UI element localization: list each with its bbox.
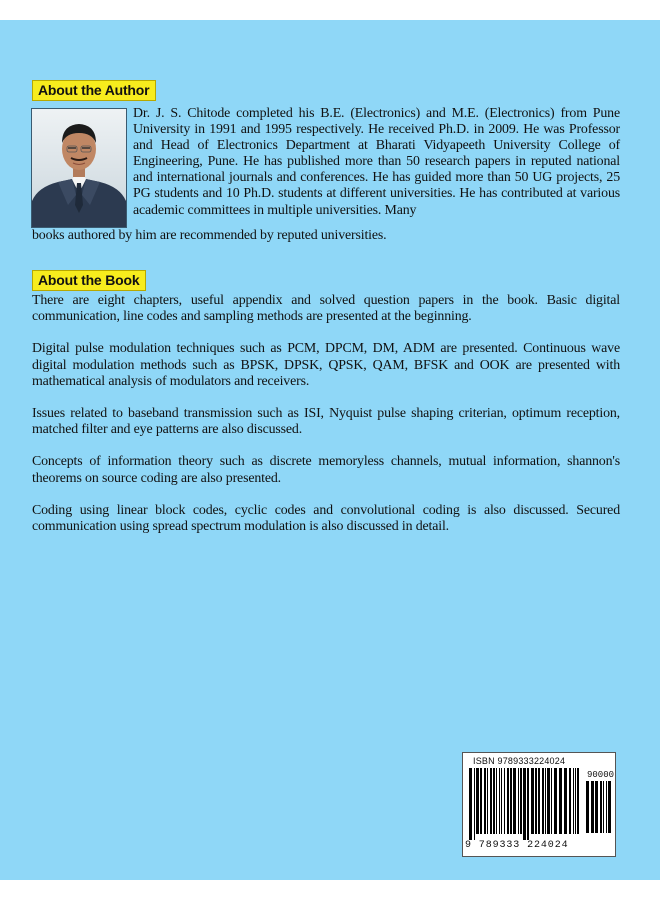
book-paragraph: Digital pulse modulation techniques such as PCM, DPCM, DM, ADM are presented. Continuous wave digital modulation methods such as BPSK, DPSK, QPSK, QAM, BFSK and OOK are presented with mathematical analysis of modulators and receivers. (32, 341, 620, 389)
author-bio-continued: books authored by him are recommended by reputed universities. (32, 228, 387, 243)
book-paragraph: There are eight chapters, useful appendix and solved question papers in the book. Basic digital communication, line codes and sampling methods are presented at the beginning. (32, 293, 620, 325)
author-bio: Dr. J. S. Chitode completed his B.E. (Electronics) and M.E. (Electronics) from Pune University in 1991 and 1995 respectively. He received Ph.D. in 2009. He was Professor and Head of Electronics Department at Bharati Vidyapeeth University College of Engineering, Pune. He has published more than 50 research papers in reputed national and international journals and conferences. He has guided more than 50 UG projects, 25 PG students and 10 Ph.D. students at different universities. He has contributed at various academic committees in multiple universities. Many (133, 106, 620, 218)
author-photo (31, 108, 127, 228)
about-book-heading: About the Book (32, 270, 146, 291)
isbn-barcode (462, 752, 616, 857)
book-description (32, 293, 620, 551)
back-cover (0, 20, 660, 880)
barcode-bars (467, 768, 583, 840)
book-paragraph: Coding using linear block codes, cyclic codes and convolutional coding is also discussed. Secured communication using spread spectrum modulation is also discussed in detail. (32, 502, 620, 535)
book-paragraph: Concepts of information theory such as discrete memoryless channels, mutual information, shannon's theorems on source coding are also presented. (32, 454, 620, 486)
author-portrait-image (32, 109, 126, 227)
barcode-digits: 9 789333 224024 (465, 840, 569, 851)
book-paragraph: Issues related to baseband transmission such as ISI, Nyquist pulse shaping criterian, optimum reception, matched filter and eye patterns are also discussed. (32, 406, 620, 438)
barcode-addon-bars (584, 781, 612, 839)
isbn-label: ISBN 9789333224024 (473, 756, 566, 766)
price-code: 90000 (587, 770, 615, 780)
about-author-heading: About the Author (32, 80, 156, 101)
